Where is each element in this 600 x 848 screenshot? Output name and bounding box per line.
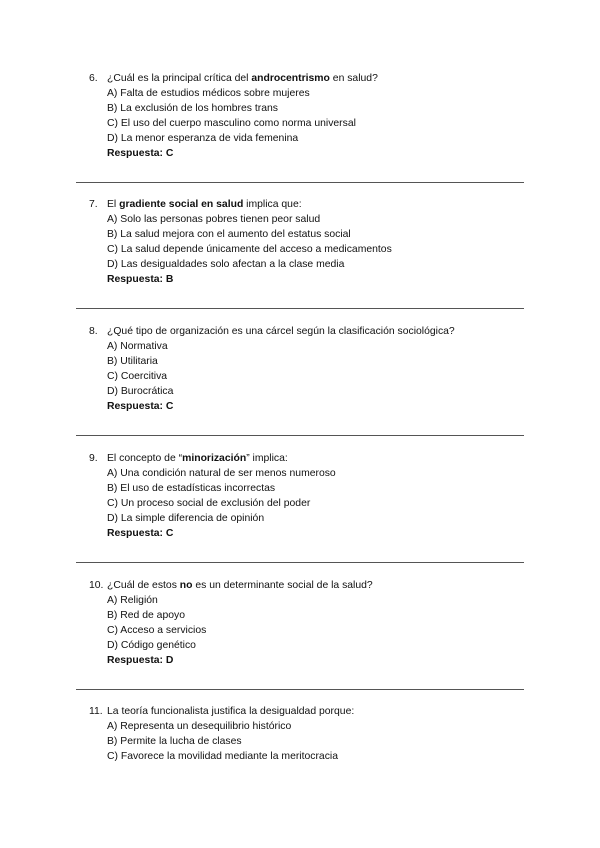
option-list [107, 86, 529, 146]
question-text: ¿Qué tipo de organización es una cárcel según la clasificación sociológica? [107, 326, 455, 337]
question-number: 6. [89, 73, 98, 84]
question-11 [89, 704, 529, 764]
question-number: 8. [89, 326, 98, 337]
option-c: C) Favorece la movilidad mediante la meritocracia [107, 751, 338, 762]
divider [76, 689, 524, 690]
option-b: B) Red de apoyo [107, 610, 185, 621]
question-10 [89, 578, 529, 668]
option-c: C) El uso del cuerpo masculino como norma universal [107, 118, 356, 129]
option-a: A) Representa un desequilibrio histórico [107, 721, 292, 732]
question-number: 11. [89, 706, 103, 717]
divider [76, 562, 524, 563]
answer-line: Respuesta: C [107, 148, 174, 159]
question-text: ¿Cuál es la principal crítica del androcentrismo en salud? [107, 73, 378, 84]
option-d: D) Burocrática [107, 386, 174, 397]
option-a: A) Solo las personas pobres tienen peor salud [107, 214, 321, 225]
option-c: C) Un proceso social de exclusión del poder [107, 498, 311, 509]
question-text: El concepto de “minorización” implica: [107, 453, 288, 464]
option-d: D) Código genético [107, 640, 196, 651]
option-d: D) Las desigualdades solo afectan a la clase media [107, 259, 345, 270]
question-stem [89, 197, 529, 212]
question-stem [89, 71, 529, 86]
divider [76, 435, 524, 436]
option-list [107, 719, 529, 764]
question-8 [89, 324, 529, 414]
option-b: B) El uso de estadísticas incorrectas [107, 483, 276, 494]
question-text: La teoría funcionalista justifica la desigualdad porque: [107, 706, 355, 717]
question-7 [89, 197, 529, 287]
option-b: B) La exclusión de los hombres trans [107, 103, 278, 114]
option-c: C) Coercitiva [107, 371, 168, 382]
option-c: C) Acceso a servicios [107, 625, 207, 636]
option-list [107, 466, 529, 526]
question-number: 7. [89, 199, 98, 210]
option-a: A) Normativa [107, 341, 168, 352]
option-list [107, 212, 529, 272]
divider [76, 308, 524, 309]
option-d: D) La simple diferencia de opinión [107, 513, 265, 524]
option-d: D) La menor esperanza de vida femenina [107, 133, 299, 144]
option-a: A) Religión [107, 595, 158, 606]
option-list [107, 339, 529, 399]
option-a: A) Falta de estudios médicos sobre mujeres [107, 88, 310, 99]
answer-line: Respuesta: D [107, 655, 174, 666]
question-stem [89, 578, 529, 593]
option-list [107, 593, 529, 653]
question-number: 10. [89, 580, 104, 591]
option-b: B) La salud mejora con el aumento del estatus social [107, 229, 351, 240]
answer-line: Respuesta: C [107, 528, 174, 539]
answer-line: Respuesta: B [107, 274, 174, 285]
option-c: C) La salud depende únicamente del acceso a medicamentos [107, 244, 392, 255]
option-a: A) Una condición natural de ser menos numeroso [107, 468, 336, 479]
question-number: 9. [89, 453, 98, 464]
question-stem [89, 324, 529, 339]
question-stem [89, 451, 529, 466]
question-text: ¿Cuál de estos no es un determinante social de la salud? [107, 580, 373, 591]
option-b: B) Utilitaria [107, 356, 158, 367]
answer-line: Respuesta: C [107, 401, 174, 412]
question-6 [89, 71, 529, 161]
option-b: B) Permite la lucha de clases [107, 736, 242, 747]
question-text: El gradiente social en salud implica que: [107, 199, 302, 210]
divider [76, 182, 524, 183]
question-9 [89, 451, 529, 541]
question-stem [89, 704, 529, 719]
